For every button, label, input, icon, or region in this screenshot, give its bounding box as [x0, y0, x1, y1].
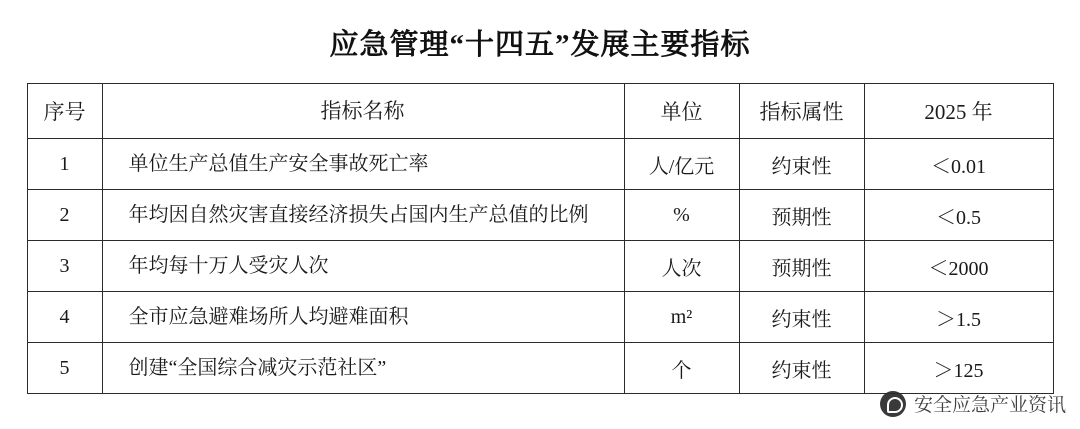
- table-header: [27, 84, 1053, 139]
- cell-num: 3: [27, 241, 102, 292]
- table-row: [27, 292, 1053, 343]
- table-row: [27, 241, 1053, 292]
- cell-unit: 人/亿元: [624, 139, 739, 190]
- column-header-num: 序号: [27, 84, 102, 139]
- cell-value: ＜2000: [864, 241, 1053, 292]
- page-title: 应急管理“十四五”发展主要指标: [329, 29, 751, 61]
- watermark: [880, 390, 1066, 417]
- table-body: [27, 139, 1053, 394]
- metrics-table: [27, 83, 1054, 394]
- cell-unit: 人次: [624, 241, 739, 292]
- cell-name: 全市应急避难场所人均避难面积: [102, 292, 624, 343]
- cell-unit: m²: [624, 292, 739, 343]
- cell-value: ＜0.01: [864, 139, 1053, 190]
- shield-logo-icon: [880, 391, 906, 417]
- cell-attribute: 预期性: [739, 241, 864, 292]
- watermark-text: 安全应急产业资讯: [913, 395, 1066, 416]
- cell-num: 1: [27, 139, 102, 190]
- cell-name: 单位生产总值生产安全事故死亡率: [102, 139, 624, 190]
- table-header-row: [27, 84, 1053, 139]
- cell-value: ＞1.5: [864, 292, 1053, 343]
- cell-num: 4: [27, 292, 102, 343]
- cell-value: ＜0.5: [864, 190, 1053, 241]
- cell-name: 年均因自然灾害直接经济损失占国内生产总值的比例: [102, 190, 624, 241]
- table-row: [27, 139, 1053, 190]
- cell-num: 2: [27, 190, 102, 241]
- table-row: [27, 343, 1053, 394]
- cell-name: 创建“全国综合减灾示范社区”: [102, 343, 624, 394]
- cell-attribute: 约束性: [739, 139, 864, 190]
- cell-name: 年均每十万人受灾人次: [102, 241, 624, 292]
- cell-attribute: 预期性: [739, 190, 864, 241]
- column-header-year: 2025 年: [864, 84, 1053, 139]
- cell-attribute: 约束性: [739, 292, 864, 343]
- cell-attribute: 约束性: [739, 343, 864, 394]
- column-header-name: 指标名称: [102, 84, 624, 139]
- column-header-unit: 单位: [624, 84, 739, 139]
- cell-unit: %: [624, 190, 739, 241]
- cell-num: 5: [27, 343, 102, 394]
- cell-unit: 个: [624, 343, 739, 394]
- cell-value: ＞125: [864, 343, 1053, 394]
- table-row: [27, 190, 1053, 241]
- column-header-attribute: 指标属性: [739, 84, 864, 139]
